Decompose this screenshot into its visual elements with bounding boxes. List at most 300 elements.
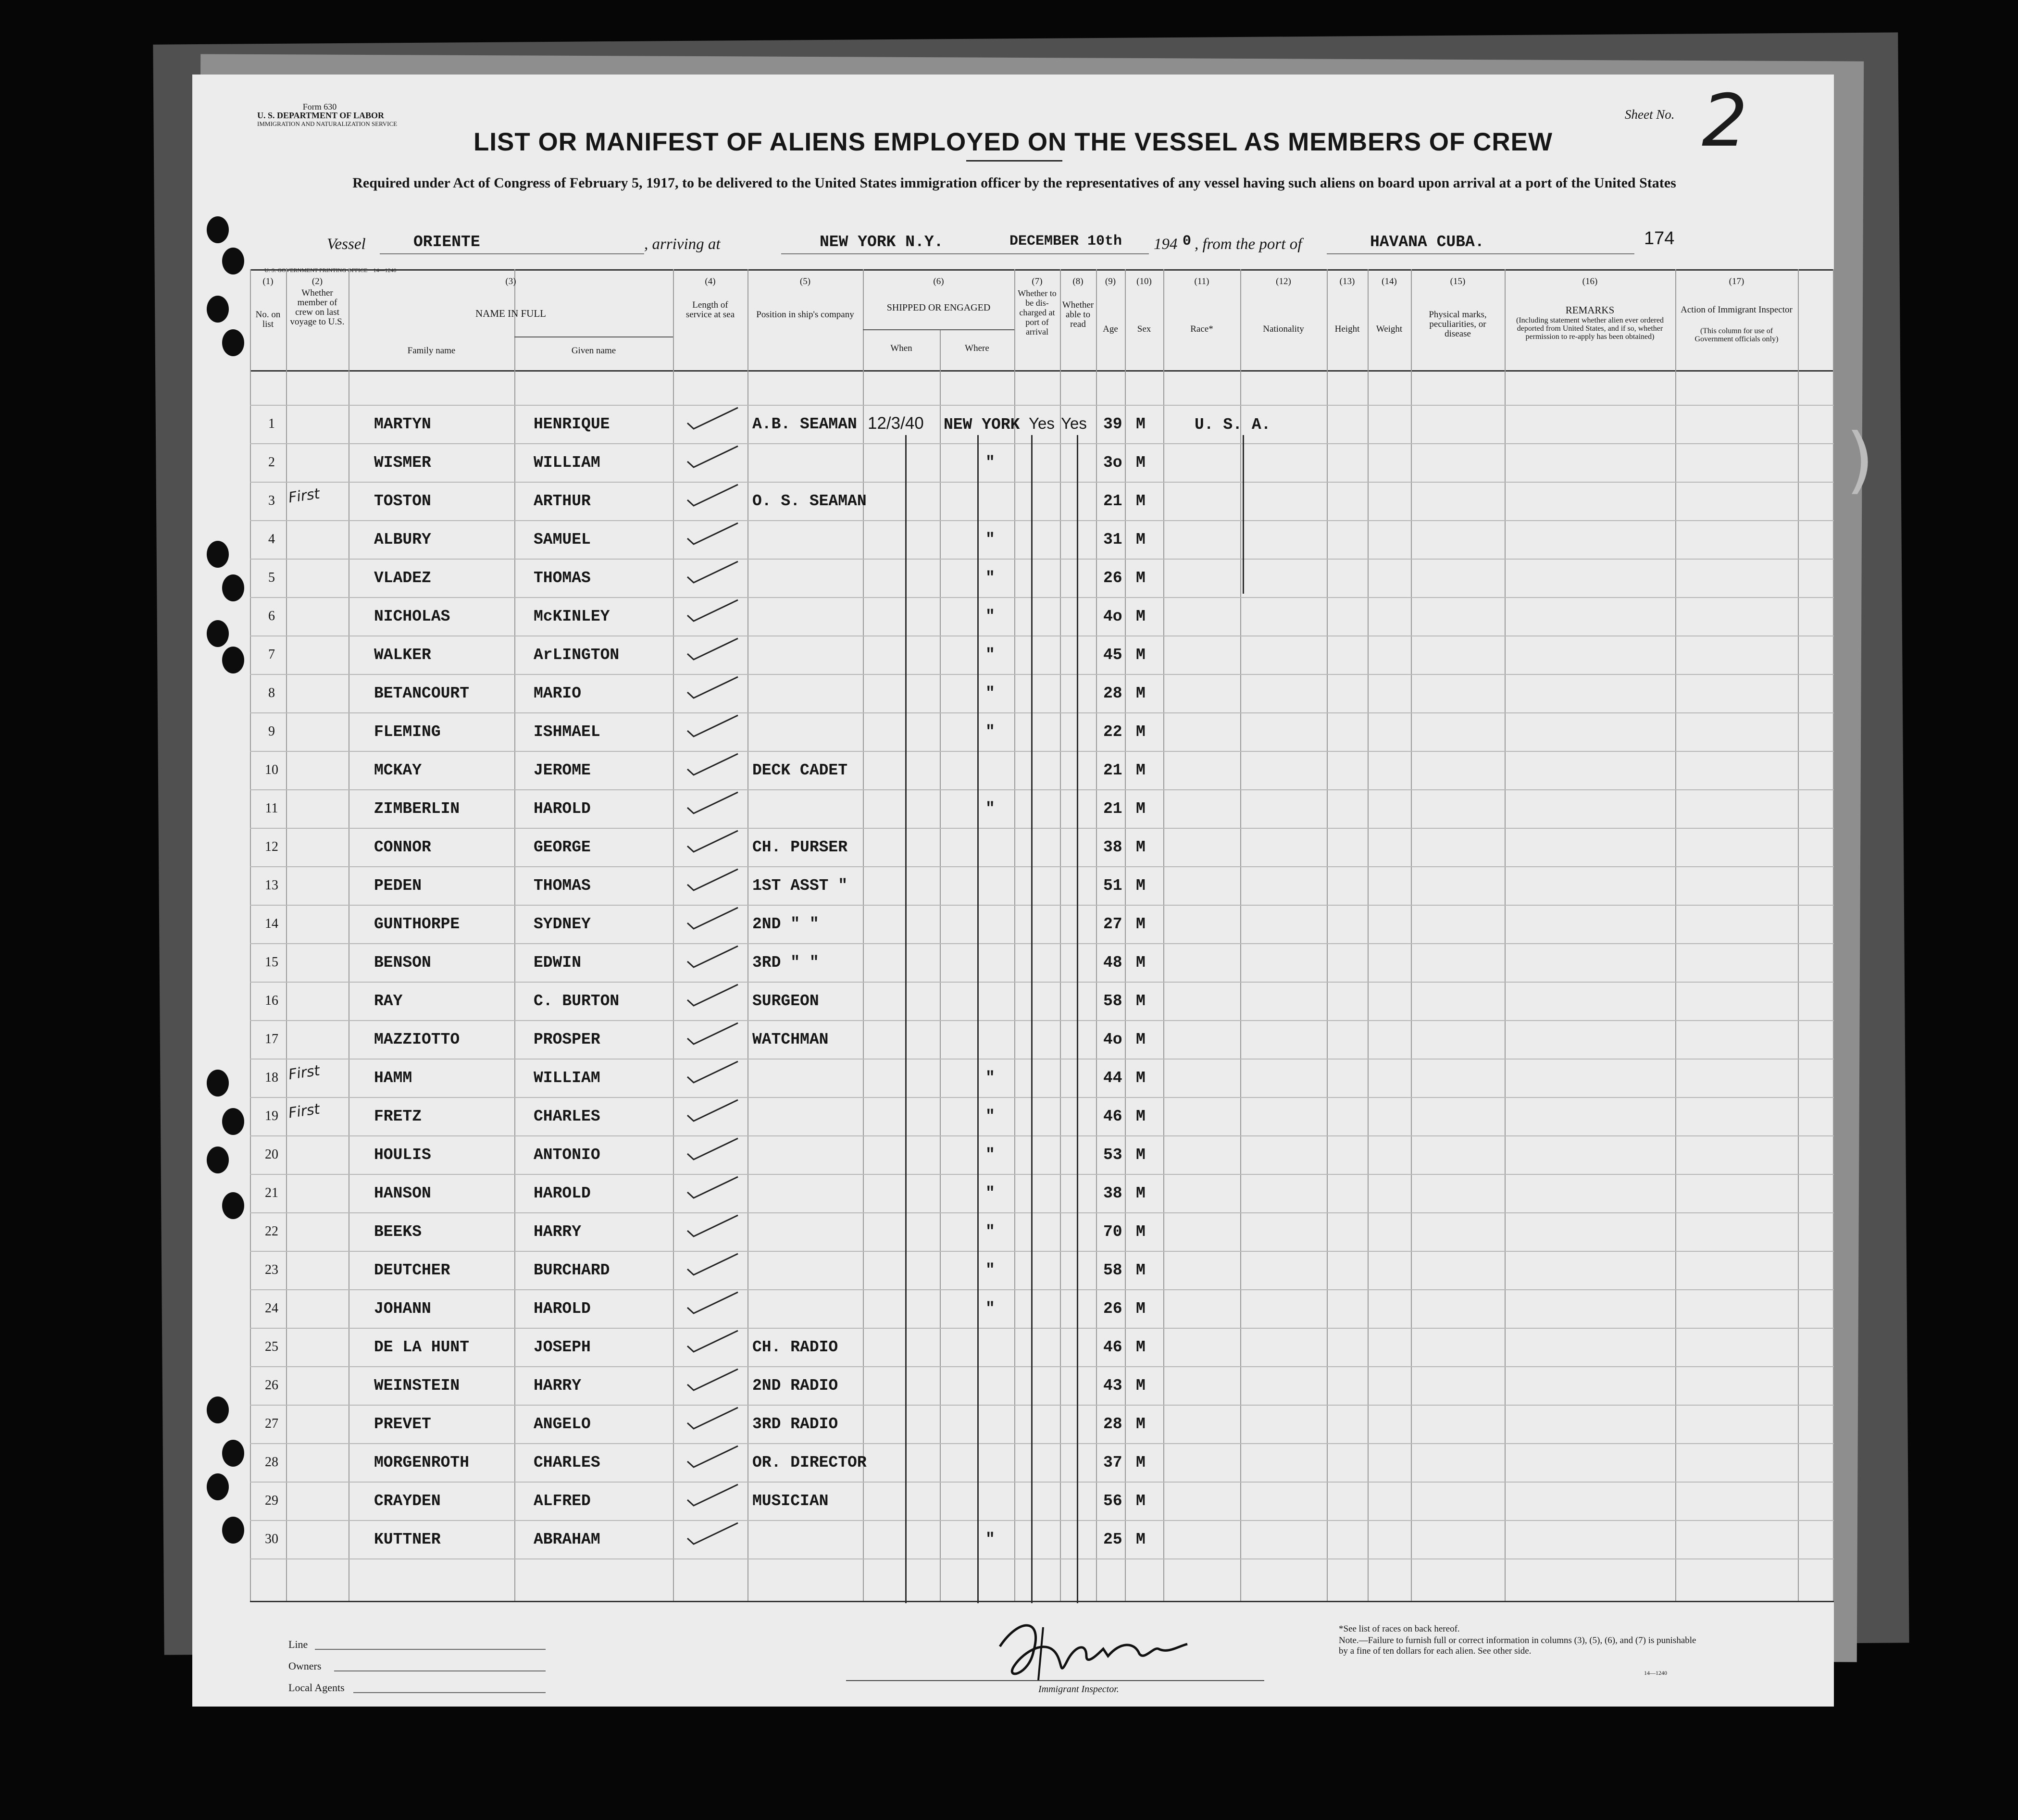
checkmark-icon — [685, 1173, 743, 1202]
age: 21 — [1103, 761, 1122, 779]
departure-port: HAVANA CUBA. — [1370, 233, 1484, 251]
position: CH. PURSER — [752, 838, 848, 856]
age: 70 — [1103, 1223, 1122, 1241]
binder-hole — [207, 296, 229, 323]
position: " — [985, 1108, 995, 1125]
family-name: ZIMBERLIN — [374, 800, 460, 818]
row-number: 19 — [265, 1109, 278, 1123]
age: 38 — [1103, 838, 1122, 856]
age: 27 — [1103, 915, 1122, 933]
sex: M — [1136, 1338, 1146, 1356]
position: " — [985, 723, 995, 741]
position: " — [985, 531, 995, 548]
family-name: WISMER — [374, 454, 431, 472]
col-5-number: (5) — [799, 276, 811, 287]
col-17-note: (This column for use of Government officials only) — [1694, 327, 1779, 343]
col-9-number: (9) — [1105, 276, 1116, 287]
family-name: CRAYDEN — [374, 1492, 441, 1510]
col-17-number: (17) — [1729, 276, 1744, 287]
row-number: 30 — [265, 1532, 278, 1546]
col-16-header: REMARKS — [1565, 304, 1615, 316]
checkmark-icon — [685, 635, 743, 663]
sex: M — [1136, 1377, 1146, 1395]
column-rule — [1125, 269, 1126, 1601]
sex: M — [1136, 1415, 1146, 1433]
sex: M — [1136, 1492, 1146, 1510]
position: " — [985, 1261, 995, 1279]
ditto-line-read — [1077, 435, 1078, 1603]
age: 58 — [1103, 1261, 1122, 1279]
row-rule — [250, 1520, 1834, 1521]
inspector-signature — [976, 1608, 1197, 1690]
checkmark-icon — [685, 1327, 743, 1356]
checkmark-icon — [685, 673, 743, 702]
row-number: 16 — [265, 993, 278, 1008]
checkmark-icon — [685, 865, 743, 894]
given-name: JEROME — [534, 761, 591, 779]
row-number: 15 — [265, 955, 278, 970]
given-name: C. BURTON — [534, 992, 620, 1010]
family-name: WEINSTEIN — [374, 1377, 460, 1395]
col-7-number: (7) — [1032, 276, 1043, 287]
column-rule — [1014, 269, 1015, 1601]
position: " — [985, 1146, 995, 1164]
position: " — [985, 1069, 995, 1087]
row-number: 20 — [265, 1147, 278, 1162]
family-name: HAMM — [374, 1069, 412, 1087]
given-name: ANTONIO — [534, 1146, 600, 1164]
column-rule — [1368, 269, 1369, 1601]
position: CH. RADIO — [752, 1338, 838, 1356]
family-name: GUNTHORPE — [374, 915, 460, 933]
checkmark-icon — [685, 942, 743, 971]
checkmark-icon — [685, 1058, 743, 1086]
line-blank — [315, 1649, 546, 1650]
given-name: CHARLES — [534, 1108, 600, 1125]
row-number: 21 — [265, 1185, 278, 1200]
checkmark-icon — [685, 519, 743, 548]
shipped-when-header: When — [890, 343, 912, 353]
given-name: HARRY — [534, 1377, 582, 1395]
given-name: HAROLD — [534, 1300, 591, 1318]
sex: M — [1136, 415, 1146, 433]
position: DECK CADET — [752, 761, 848, 779]
column-rule — [1096, 269, 1097, 1601]
col-8-header: Whether able to read — [1062, 300, 1094, 329]
department-name: U. S. DEPARTMENT OF LABOR — [257, 111, 385, 120]
position: MUSICIAN — [752, 1492, 829, 1510]
binder-hole — [207, 1147, 229, 1173]
row-number: 6 — [268, 609, 275, 623]
row-rule — [250, 559, 1834, 560]
row-number: 29 — [265, 1493, 278, 1508]
column-rule — [514, 269, 515, 1601]
given-name: ArLINGTON — [534, 646, 620, 664]
family-name: FLEMING — [374, 723, 441, 741]
inspector-label: Immigrant Inspector. — [1038, 1684, 1119, 1695]
age: 56 — [1103, 1492, 1122, 1510]
age: 4o — [1103, 608, 1122, 625]
checkmark-icon — [685, 1250, 743, 1279]
given-name: MARIO — [534, 685, 582, 702]
age: 37 — [1103, 1454, 1122, 1471]
manifest-sheet — [192, 75, 1834, 1707]
row-rule — [250, 1482, 1834, 1483]
races-note: *See list of races on back hereof. — [1339, 1624, 1460, 1634]
row-number: 26 — [265, 1378, 278, 1393]
col-1-number: (1) — [262, 276, 274, 287]
first-voyage-note: First — [287, 1062, 321, 1084]
line-label: Line — [288, 1638, 308, 1650]
age: 4o — [1103, 1031, 1122, 1048]
shipped-where: NEW YORK — [944, 416, 1020, 434]
row-rule — [250, 1558, 1834, 1559]
column-rule — [863, 269, 864, 1601]
sex: M — [1136, 569, 1146, 587]
sex: M — [1136, 1031, 1146, 1048]
col-13-header: Height — [1334, 324, 1360, 334]
row-rule — [250, 1289, 1834, 1290]
row-number: 4 — [268, 532, 275, 547]
row-rule — [250, 1405, 1834, 1406]
column-rule — [1327, 269, 1328, 1601]
col-10-number: (10) — [1136, 276, 1152, 287]
year-suffix: 0 — [1183, 233, 1192, 249]
row-rule — [250, 905, 1834, 906]
port-blank — [1327, 253, 1634, 254]
row-number: 13 — [265, 878, 278, 893]
row-number: 24 — [265, 1301, 278, 1316]
row-rule — [250, 1251, 1834, 1252]
age: 28 — [1103, 1415, 1122, 1433]
family-name: MCKAY — [374, 761, 422, 779]
age: 48 — [1103, 954, 1122, 972]
sex: M — [1136, 723, 1146, 741]
age: 22 — [1103, 723, 1122, 741]
family-name: FRETZ — [374, 1108, 422, 1125]
discharged-value: Yes — [1029, 414, 1055, 432]
checkmark-icon — [685, 481, 743, 510]
family-name: BEEKS — [374, 1223, 422, 1241]
sex: M — [1136, 685, 1146, 702]
service-name: IMMIGRATION AND NATURALIZATION SERVICE — [257, 120, 398, 127]
age: 25 — [1103, 1531, 1122, 1548]
row-rule — [250, 1020, 1834, 1021]
sex: M — [1136, 646, 1146, 664]
binder-hole — [207, 1396, 229, 1423]
col-6-header: SHIPPED OR ENGAGED — [886, 302, 991, 313]
age: 44 — [1103, 1069, 1122, 1087]
row-rule — [250, 982, 1834, 983]
given-name: HENRIQUE — [534, 415, 610, 433]
family-name: MAZZIOTTO — [374, 1031, 460, 1048]
sex: M — [1136, 800, 1146, 818]
row-number: 22 — [265, 1224, 278, 1239]
ditto-line-when — [905, 435, 907, 1603]
binder-hole — [222, 1192, 244, 1219]
header-bottom-border — [250, 370, 1834, 372]
age: 58 — [1103, 992, 1122, 1010]
col-2-number: (2) — [311, 276, 323, 287]
checkmark-icon — [685, 1211, 743, 1240]
position: " — [985, 1531, 995, 1548]
row-number: 8 — [268, 686, 275, 700]
row-number: 5 — [268, 570, 275, 585]
family-name: VLADEZ — [374, 569, 431, 587]
sex: M — [1136, 1184, 1146, 1202]
sheet-label: Sheet No. — [1625, 107, 1675, 122]
family-name: RAY — [374, 992, 403, 1010]
binder-hole — [207, 1070, 229, 1097]
subtitle: Required under Act of Congress of February 5, 1917, to be delivered to the United States immigration officer by the representatives of any vessel having such aliens on board upon arrival at a port of the United States — [352, 175, 1676, 191]
local-agents-label: Local Agents — [288, 1682, 345, 1694]
row-rule — [250, 1097, 1834, 1098]
sex: M — [1136, 1261, 1146, 1279]
family-name: BETANCOURT — [374, 685, 470, 702]
row-rule — [250, 597, 1834, 598]
form-block — [257, 102, 398, 128]
given-name: PROSPER — [534, 1031, 600, 1048]
given-name: EDWIN — [534, 954, 582, 972]
col-1-header: No. on list — [255, 310, 281, 329]
col-8-number: (8) — [1072, 276, 1084, 287]
sex: M — [1136, 838, 1146, 856]
col-14-header: Weight — [1376, 324, 1403, 334]
position: 3RD " " — [752, 954, 819, 972]
col-16-number: (16) — [1582, 276, 1598, 287]
row-rule — [250, 1059, 1834, 1060]
first-voyage-note: First — [287, 485, 321, 507]
given-name: THOMAS — [534, 877, 591, 895]
col-3-header: NAME IN FULL — [475, 308, 546, 319]
sex: M — [1136, 1300, 1146, 1318]
row-number: 25 — [265, 1339, 278, 1354]
checkmark-icon — [685, 1134, 743, 1163]
table-bottom-border — [250, 1601, 1834, 1602]
sheet-number: 2 — [1702, 79, 1748, 163]
given-name: ANGELO — [534, 1415, 591, 1433]
family-name: MORGENROTH — [374, 1454, 470, 1471]
row-number: 2 — [268, 455, 275, 470]
ditto-line-nationality — [1243, 435, 1244, 594]
checkmark-icon — [685, 981, 743, 1010]
checkmark-icon — [685, 750, 743, 779]
row-number: 10 — [265, 762, 278, 777]
given-name: SAMUEL — [534, 531, 591, 548]
given-name: ALFRED — [534, 1492, 591, 1510]
position: 2ND " " — [752, 915, 819, 933]
family-name-header: Family name — [407, 346, 456, 356]
age: 31 — [1103, 531, 1122, 548]
given-name: BURCHARD — [534, 1261, 610, 1279]
row-number: 14 — [265, 916, 278, 931]
sex: M — [1136, 1146, 1146, 1164]
row-rule — [250, 674, 1834, 675]
column-rule — [1675, 269, 1676, 1601]
sex: M — [1136, 1069, 1146, 1087]
sex: M — [1136, 761, 1146, 779]
given-name: GEORGE — [534, 838, 591, 856]
age: 45 — [1103, 646, 1122, 664]
row-rule — [250, 943, 1834, 944]
position: " — [985, 608, 995, 625]
col-17-header: Action of Immigrant Inspector — [1681, 305, 1793, 315]
family-name: JOHANN — [374, 1300, 431, 1318]
age: 21 — [1103, 492, 1122, 510]
row-rule — [250, 482, 1834, 483]
family-name: WALKER — [374, 646, 431, 664]
family-name: CONNOR — [374, 838, 431, 856]
vessel-label: Vessel — [327, 236, 366, 253]
col-10-header: Sex — [1137, 324, 1151, 334]
family-name: TOSTON — [374, 492, 431, 510]
family-name: DEUTCHER — [374, 1261, 450, 1279]
row-number: 7 — [268, 647, 275, 662]
age: 21 — [1103, 800, 1122, 818]
column-rule — [1505, 269, 1506, 1601]
shipped-when: 12/3/40 — [868, 414, 924, 433]
row-rule — [250, 712, 1834, 713]
read-value: Yes — [1061, 414, 1087, 432]
checkmark-icon — [685, 404, 743, 433]
position: 1ST ASST " — [752, 877, 848, 895]
sex: M — [1136, 1531, 1146, 1548]
checkmark-icon — [685, 1519, 743, 1548]
row-rule — [250, 443, 1834, 444]
family-name: KUTTNER — [374, 1531, 441, 1548]
year-prefix: 194 — [1154, 236, 1178, 253]
age: 46 — [1103, 1108, 1122, 1125]
checkmark-icon — [685, 558, 743, 586]
family-name: PEDEN — [374, 877, 422, 895]
family-name: DE LA HUNT — [374, 1338, 470, 1356]
age: 3o — [1103, 454, 1122, 472]
column-rule — [1833, 269, 1834, 1601]
shipped-where-header: Where — [965, 343, 989, 353]
checkmark-icon — [685, 1019, 743, 1048]
sex: M — [1136, 877, 1146, 895]
given-name: ABRAHAM — [534, 1531, 600, 1548]
checkmark-icon — [685, 827, 743, 856]
given-name: WILLIAM — [534, 454, 600, 472]
sex: M — [1136, 1108, 1146, 1125]
row-number: 23 — [265, 1262, 278, 1277]
age: 28 — [1103, 685, 1122, 702]
row-rule — [250, 751, 1834, 752]
position: " — [985, 569, 995, 587]
col-15-number: (15) — [1450, 276, 1466, 287]
col-15-header: Physical marks, peculiarities, or disease — [1429, 310, 1487, 339]
sex: M — [1136, 1223, 1146, 1241]
sex: M — [1136, 608, 1146, 625]
position: " — [985, 800, 995, 818]
given-name: WILLIAM — [534, 1069, 600, 1087]
checkmark-icon — [685, 1442, 743, 1471]
family-name: ALBURY — [374, 531, 431, 548]
col-5-header: Position in ship's company — [756, 310, 854, 320]
sex: M — [1136, 1454, 1146, 1471]
binder-hole — [222, 248, 244, 274]
given-name: JOSEPH — [534, 1338, 591, 1356]
from-port-label: , from the port of — [1195, 236, 1302, 253]
penalty-note: Note.—Failure to furnish full or correct information in columns (3), (5), (6), and (7) is punishable by a fine of ten dollars for each alien. See other side. — [1339, 1635, 1696, 1656]
age: 43 — [1103, 1377, 1122, 1395]
margin-mark: ) — [1846, 418, 1874, 502]
given-name-header: Given name — [571, 346, 616, 356]
footer-form-code: 14—1240 — [1644, 1670, 1667, 1676]
row-number: 3 — [268, 493, 275, 508]
family-name: HANSON — [374, 1184, 431, 1202]
age: 46 — [1103, 1338, 1122, 1356]
owners-blank — [334, 1670, 546, 1671]
form-number: Form 630 — [302, 102, 337, 112]
binder-hole — [222, 1517, 244, 1544]
sex: M — [1136, 492, 1146, 510]
given-name: ARTHUR — [534, 492, 591, 510]
row-rule — [250, 828, 1834, 829]
checkmark-icon — [685, 788, 743, 817]
agents-blank — [353, 1692, 546, 1693]
binder-hole — [207, 620, 229, 647]
row-rule — [250, 1135, 1834, 1136]
row-number: 1 — [268, 416, 275, 431]
date-blank — [990, 253, 1149, 254]
row-number: 27 — [265, 1416, 278, 1431]
row-number: 12 — [265, 839, 278, 854]
given-name: ISHMAEL — [534, 723, 600, 741]
checkmark-icon — [685, 904, 743, 933]
page-title: LIST OR MANIFEST OF ALIENS EMPLOYED ON THE VESSEL AS MEMBERS OF CREW — [473, 128, 1553, 156]
title-rule — [966, 160, 1062, 162]
col-11-number: (11) — [1194, 276, 1209, 287]
row-rule — [250, 789, 1834, 790]
position: SURGEON — [752, 992, 819, 1010]
given-name: HARRY — [534, 1223, 582, 1241]
position: 3RD RADIO — [752, 1415, 838, 1433]
shipped-subheader-rule — [863, 329, 1014, 330]
arrival-date: DECEMBER 10th — [1009, 233, 1122, 249]
checkmark-icon — [685, 442, 743, 471]
row-rule — [250, 1443, 1834, 1444]
sex: M — [1136, 915, 1146, 933]
given-name: CHARLES — [534, 1454, 600, 1471]
col-7-header: Whether to be dis-charged at port of arrival — [1018, 288, 1057, 337]
col-12-number: (12) — [1276, 276, 1291, 287]
row-rule — [250, 405, 1834, 406]
checkmark-icon — [685, 1096, 743, 1125]
family-name: PREVET — [374, 1415, 431, 1433]
col-4-number: (4) — [705, 276, 716, 287]
age: 38 — [1103, 1184, 1122, 1202]
col-13-number: (13) — [1339, 276, 1355, 287]
position: A.B. SEAMAN — [752, 415, 857, 433]
col-2-header: Whether member of crew on last voyage to U.S. — [290, 288, 345, 327]
checkmark-icon — [685, 1288, 743, 1317]
sex: M — [1136, 992, 1146, 1010]
col-11-header: Race* — [1190, 324, 1213, 334]
position: O. S. SEAMAN — [752, 492, 867, 510]
first-voyage-note: First — [287, 1100, 321, 1122]
given-name: HAROLD — [534, 1184, 591, 1202]
column-rule — [286, 269, 287, 1601]
binder-hole — [222, 1108, 244, 1135]
binder-hole — [207, 541, 229, 568]
checkmark-icon — [685, 596, 743, 625]
column-rule — [747, 269, 748, 1601]
position: 2ND RADIO — [752, 1377, 838, 1395]
row-rule — [250, 1174, 1834, 1175]
binder-hole — [207, 216, 229, 243]
